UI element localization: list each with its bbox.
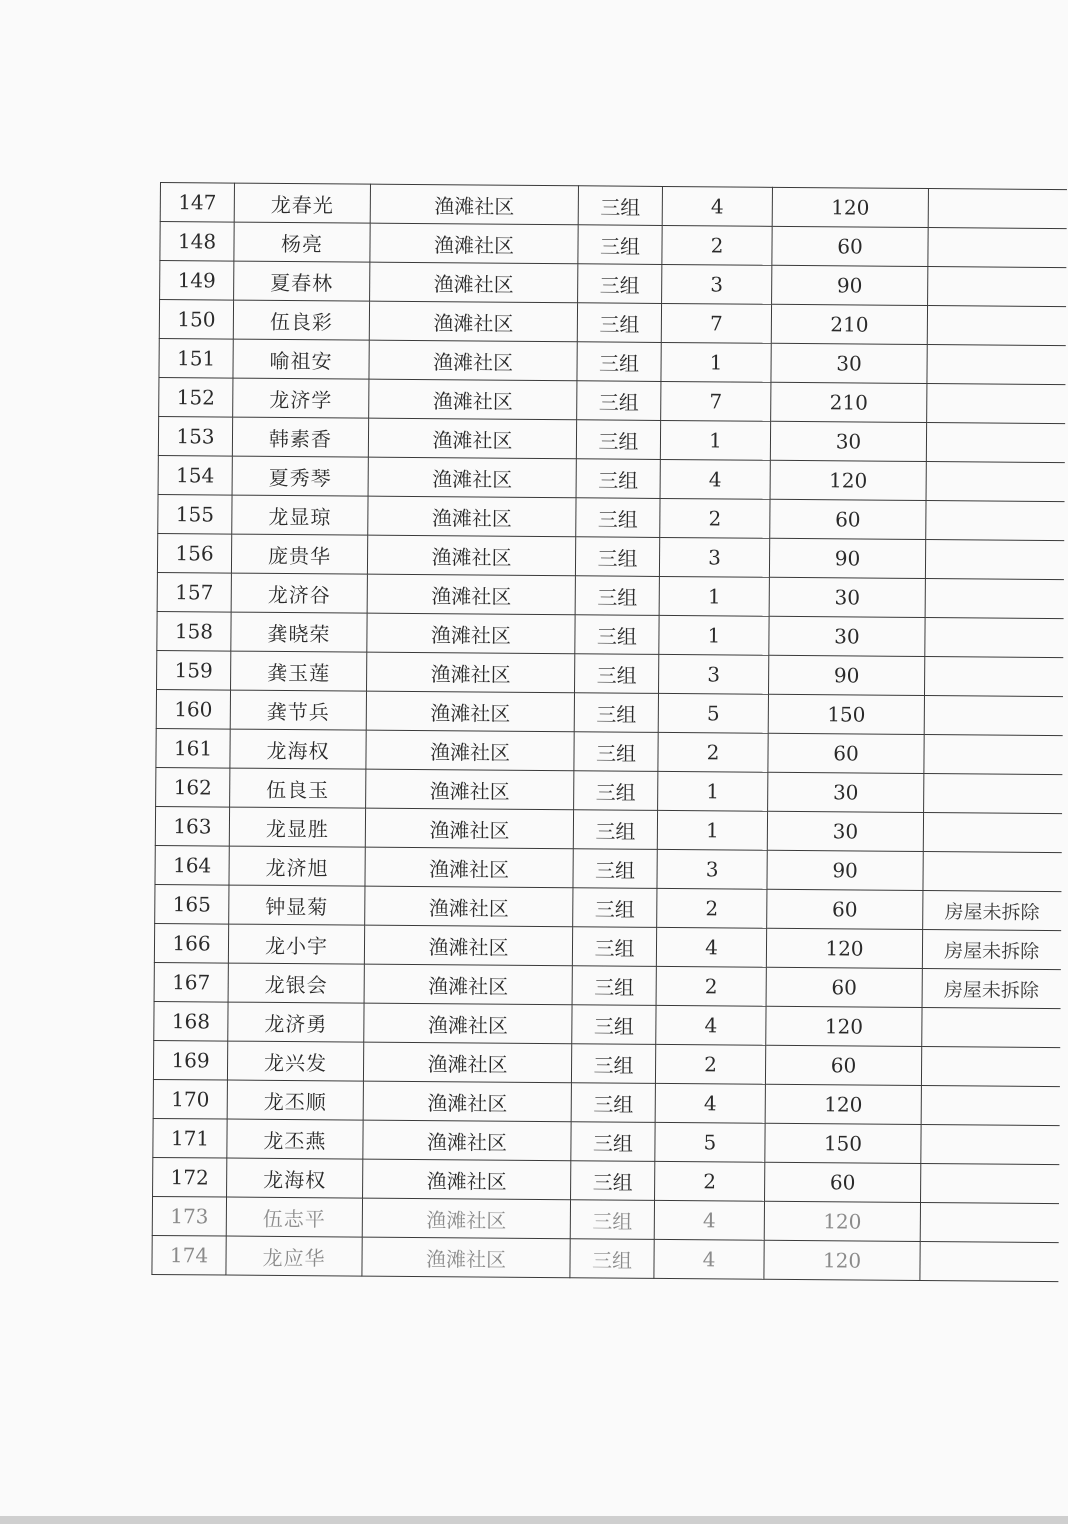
name-cell: 龙海权	[227, 1158, 363, 1198]
note-cell	[924, 735, 1062, 775]
row-number-cell: 148	[160, 222, 234, 262]
name-cell: 庞贵华	[231, 534, 367, 574]
note-cell	[928, 228, 1066, 268]
community-cell: 渔滩社区	[366, 769, 574, 810]
name-cell: 龚玉莲	[231, 651, 367, 691]
amount-cell: 90	[767, 850, 923, 890]
amount-cell: 150	[768, 694, 924, 734]
name-cell: 龙银会	[228, 963, 364, 1003]
community-cell: 渔滩社区	[362, 1198, 570, 1239]
count-cell: 4	[662, 186, 772, 226]
group-cell: 三组	[575, 654, 659, 694]
count-cell: 4	[654, 1200, 764, 1240]
row-number-cell: 151	[159, 338, 233, 378]
group-cell: 三组	[576, 498, 660, 538]
count-cell: 1	[658, 771, 768, 811]
count-cell: 2	[658, 732, 768, 772]
group-cell: 三组	[573, 849, 657, 889]
row-number-cell: 158	[157, 611, 231, 651]
row-number-cell: 156	[157, 533, 231, 573]
count-cell: 3	[658, 654, 768, 694]
community-cell: 渔滩社区	[365, 808, 573, 849]
note-cell: 房屋未拆除	[922, 930, 1060, 970]
amount-cell: 210	[771, 304, 927, 344]
group-cell: 三组	[572, 966, 656, 1006]
amount-cell: 60	[767, 889, 923, 929]
community-cell: 渔滩社区	[364, 964, 572, 1005]
name-cell: 龚晓荣	[231, 612, 367, 652]
row-number-cell: 165	[155, 884, 229, 924]
community-cell: 渔滩社区	[363, 1042, 571, 1083]
note-cell	[920, 1203, 1058, 1243]
community-cell: 渔滩社区	[369, 301, 577, 342]
note-cell	[927, 384, 1065, 424]
count-cell: 7	[661, 381, 771, 421]
community-cell: 渔滩社区	[370, 262, 578, 303]
row-number-cell: 172	[153, 1157, 227, 1197]
community-cell: 渔滩社区	[363, 1120, 571, 1161]
amount-cell: 60	[768, 733, 924, 773]
amount-cell: 120	[766, 928, 922, 968]
name-cell: 钟显菊	[229, 885, 365, 925]
amount-cell: 30	[770, 421, 926, 461]
community-cell: 渔滩社区	[367, 535, 575, 576]
group-cell: 三组	[570, 1239, 654, 1279]
count-cell: 5	[655, 1122, 765, 1162]
name-cell: 龙海权	[230, 729, 366, 769]
group-cell: 三组	[571, 1161, 655, 1201]
community-cell: 渔滩社区	[370, 223, 578, 264]
community-cell: 渔滩社区	[366, 730, 574, 771]
count-cell: 1	[657, 810, 767, 850]
page-bottom-edge	[0, 1516, 1068, 1524]
amount-cell: 30	[769, 616, 925, 656]
row-number-cell: 174	[152, 1235, 226, 1275]
note-cell	[924, 657, 1062, 697]
count-cell: 2	[656, 966, 766, 1006]
note-cell	[927, 306, 1065, 346]
amount-cell: 30	[771, 343, 927, 383]
group-cell: 三组	[578, 225, 662, 265]
count-cell: 4	[656, 927, 766, 967]
community-cell: 渔滩社区	[368, 418, 576, 459]
community-cell: 渔滩社区	[368, 496, 576, 537]
community-cell: 渔滩社区	[369, 340, 577, 381]
name-cell: 伍良彩	[233, 300, 369, 340]
note-cell	[926, 462, 1064, 502]
group-cell: 三组	[571, 1083, 655, 1123]
group-cell: 三组	[572, 927, 656, 967]
count-cell: 7	[661, 303, 771, 343]
community-cell: 渔滩社区	[362, 1237, 570, 1278]
roster-table-body	[152, 183, 1067, 1282]
count-cell: 5	[658, 693, 768, 733]
row-number-cell: 171	[153, 1118, 227, 1158]
row-number-cell: 155	[158, 494, 232, 534]
community-cell: 渔滩社区	[369, 379, 577, 420]
row-number-cell: 168	[154, 1001, 228, 1041]
name-cell: 龙应华	[226, 1236, 362, 1276]
name-cell: 夏秀琴	[232, 456, 368, 496]
note-cell	[925, 540, 1063, 580]
count-cell: 3	[657, 849, 767, 889]
row-number-cell: 159	[157, 650, 231, 690]
note-cell: 房屋未拆除	[923, 891, 1061, 931]
amount-cell: 30	[768, 772, 924, 812]
count-cell: 2	[660, 498, 770, 538]
amount-cell: 120	[766, 1006, 922, 1046]
group-cell: 三组	[575, 615, 659, 655]
name-cell: 龚节兵	[230, 690, 366, 730]
scanned-page	[151, 182, 1066, 1282]
community-cell: 渔滩社区	[367, 574, 575, 615]
note-cell	[921, 1047, 1059, 1087]
name-cell: 龙济勇	[228, 1002, 364, 1042]
count-cell: 2	[655, 1161, 765, 1201]
amount-cell: 60	[772, 226, 928, 266]
count-cell: 2	[657, 888, 767, 928]
note-cell	[921, 1086, 1059, 1126]
amount-cell: 60	[770, 499, 926, 539]
group-cell: 三组	[573, 888, 657, 928]
group-cell: 三组	[571, 1122, 655, 1162]
community-cell: 渔滩社区	[367, 613, 575, 654]
note-cell	[928, 189, 1066, 229]
name-cell: 龙显琼	[232, 495, 368, 535]
count-cell: 1	[659, 576, 769, 616]
group-cell: 三组	[574, 732, 658, 772]
group-cell: 三组	[576, 420, 660, 460]
amount-cell: 120	[770, 460, 926, 500]
group-cell: 三组	[577, 303, 661, 343]
amount-cell: 90	[772, 265, 928, 305]
amount-cell: 210	[771, 382, 927, 422]
count-cell: 3	[659, 537, 769, 577]
community-cell: 渔滩社区	[363, 1159, 571, 1200]
community-cell: 渔滩社区	[368, 457, 576, 498]
name-cell: 韩素香	[232, 417, 368, 457]
group-cell: 三组	[574, 771, 658, 811]
note-cell	[923, 813, 1061, 853]
row-number-cell: 153	[158, 416, 232, 456]
name-cell: 杨亮	[234, 222, 370, 262]
row-number-cell: 164	[155, 845, 229, 885]
name-cell: 龙丕燕	[227, 1119, 363, 1159]
name-cell: 龙济谷	[231, 573, 367, 613]
note-cell	[924, 696, 1062, 736]
row-number-cell: 152	[159, 377, 233, 417]
group-cell: 三组	[577, 381, 661, 421]
name-cell: 伍良玉	[230, 768, 366, 808]
row-number-cell: 173	[152, 1196, 226, 1236]
count-cell: 2	[655, 1044, 765, 1084]
count-cell: 1	[661, 342, 771, 382]
name-cell: 夏春林	[234, 261, 370, 301]
row-number-cell: 160	[156, 689, 230, 729]
note-cell	[922, 1008, 1060, 1048]
note-cell	[926, 423, 1064, 463]
note-cell	[920, 1242, 1058, 1282]
amount-cell: 60	[765, 1045, 921, 1085]
community-cell: 渔滩社区	[365, 847, 573, 888]
name-cell: 喻祖安	[233, 339, 369, 379]
row-number-cell: 167	[154, 962, 228, 1002]
name-cell: 龙丕顺	[227, 1080, 363, 1120]
row-number-cell: 157	[157, 572, 231, 612]
community-cell: 渔滩社区	[363, 1081, 571, 1122]
group-cell: 三组	[577, 342, 661, 382]
name-cell: 龙小宇	[228, 924, 364, 964]
count-cell: 4	[655, 1083, 765, 1123]
group-cell: 三组	[570, 1200, 654, 1240]
group-cell: 三组	[575, 537, 659, 577]
table-row	[152, 1235, 1058, 1281]
community-cell: 渔滩社区	[365, 886, 573, 927]
note-cell	[926, 501, 1064, 541]
row-number-cell: 170	[153, 1079, 227, 1119]
name-cell: 龙兴发	[227, 1041, 363, 1081]
note-cell	[928, 267, 1066, 307]
note-cell	[925, 579, 1063, 619]
row-number-cell: 163	[155, 806, 229, 846]
count-cell: 3	[662, 264, 772, 304]
row-number-cell: 162	[156, 767, 230, 807]
row-number-cell: 150	[159, 300, 233, 340]
community-cell: 渔滩社区	[367, 652, 575, 693]
roster-table	[151, 182, 1066, 1282]
row-number-cell: 149	[160, 261, 234, 301]
amount-cell: 90	[769, 538, 925, 578]
row-number-cell: 154	[158, 455, 232, 495]
group-cell: 三组	[571, 1044, 655, 1084]
name-cell: 龙济旭	[229, 846, 365, 886]
amount-cell: 90	[768, 655, 924, 695]
group-cell: 三组	[576, 459, 660, 499]
amount-cell: 60	[766, 967, 922, 1007]
amount-cell: 120	[764, 1240, 920, 1280]
count-cell: 4	[654, 1239, 764, 1279]
count-cell: 2	[662, 225, 772, 265]
row-number-cell: 147	[160, 183, 234, 223]
count-cell: 1	[659, 615, 769, 655]
amount-cell: 120	[772, 187, 928, 227]
row-number-cell: 169	[153, 1040, 227, 1080]
group-cell: 三组	[573, 810, 657, 850]
note-cell	[927, 345, 1065, 385]
note-cell: 房屋未拆除	[922, 969, 1060, 1009]
note-cell	[923, 852, 1061, 892]
name-cell: 龙显胜	[229, 807, 365, 847]
name-cell: 伍志平	[226, 1197, 362, 1237]
group-cell: 三组	[578, 186, 662, 226]
group-cell: 三组	[575, 576, 659, 616]
community-cell: 渔滩社区	[364, 1003, 572, 1044]
amount-cell: 150	[765, 1123, 921, 1163]
row-number-cell: 161	[156, 728, 230, 768]
amount-cell: 120	[765, 1084, 921, 1124]
group-cell: 三组	[572, 1005, 656, 1045]
name-cell: 龙春光	[234, 183, 370, 223]
note-cell	[921, 1164, 1059, 1204]
amount-cell: 30	[769, 577, 925, 617]
amount-cell: 60	[765, 1162, 921, 1202]
group-cell: 三组	[574, 693, 658, 733]
note-cell	[925, 618, 1063, 658]
community-cell: 渔滩社区	[364, 925, 572, 966]
count-cell: 1	[660, 420, 770, 460]
amount-cell: 120	[764, 1201, 920, 1241]
community-cell: 渔滩社区	[370, 184, 578, 225]
group-cell: 三组	[578, 264, 662, 304]
name-cell: 龙济学	[233, 378, 369, 418]
community-cell: 渔滩社区	[366, 691, 574, 732]
row-number-cell: 166	[154, 923, 228, 963]
count-cell: 4	[656, 1005, 766, 1045]
note-cell	[924, 774, 1062, 814]
note-cell	[921, 1125, 1059, 1165]
count-cell: 4	[660, 459, 770, 499]
amount-cell: 30	[767, 811, 923, 851]
